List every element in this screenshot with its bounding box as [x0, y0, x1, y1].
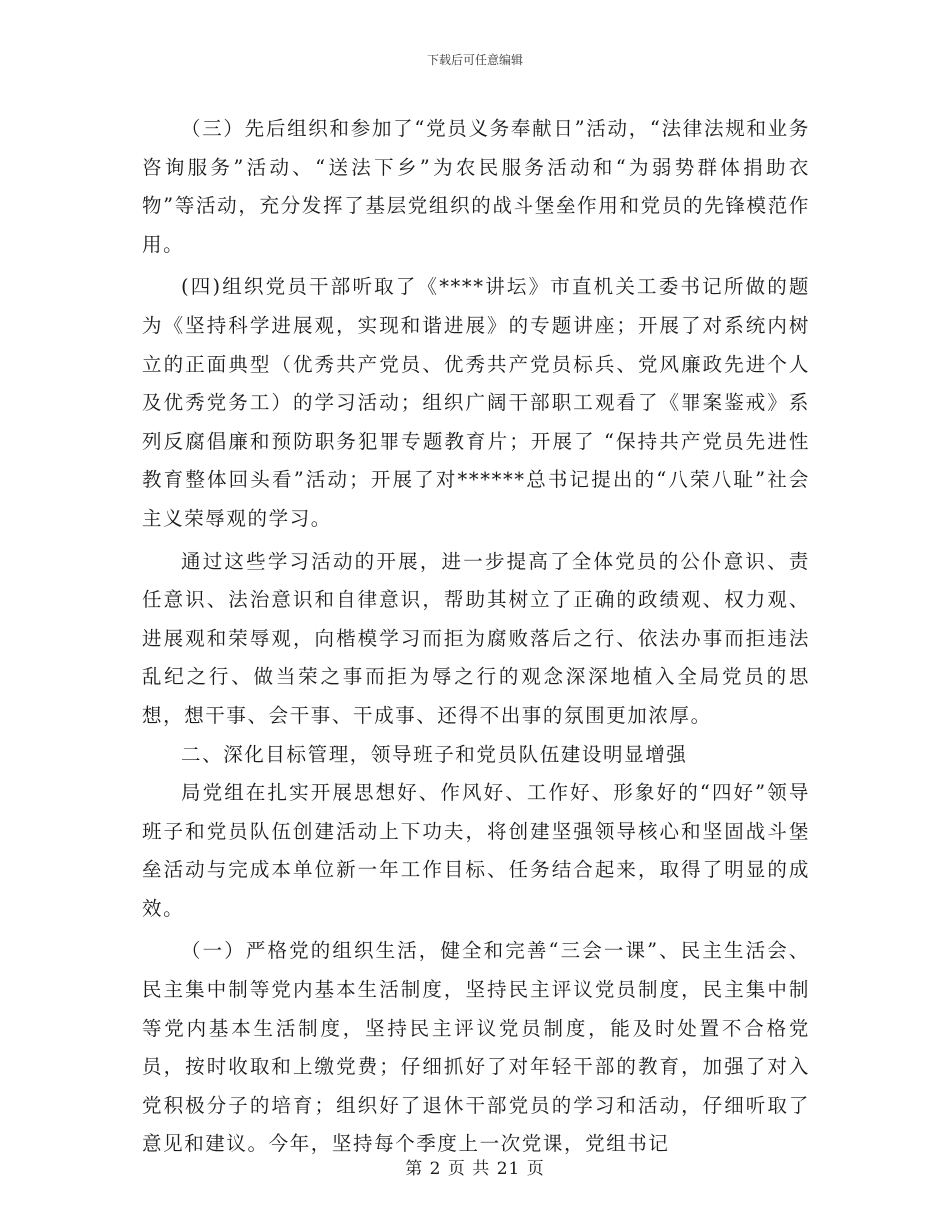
- section-heading-2: 二、深化目标管理，领导班子和党员队伍建设明显增强: [181, 742, 688, 766]
- paragraph-activities-3: （三）先后组织和参加了“党员义务奉献日”活动，“法律法规和业务咨询服务”活动、“送法下乡”为农民服务活动和“为弱势群体捐助衣物”等活动，充分发挥了基层党组织的战斗堡垒作用和党员的先锋模范作用。: [142, 117, 810, 256]
- page-number: 第 2 页 共 21 页: [405, 1159, 545, 1179]
- paragraph-activities-4: (四)组织党员干部听取了《****讲坛》市直机关工委书记所做的题为《坚持科学进展观，实现和谐进展》的专题讲座；开展了对系统内树立的正面典型（优秀共产党员、优秀共产党员标兵、党风廉政先进个人及优秀党务工）的学习活动；组织广阔干部职工观看了《罪案鉴戒》系列反腐倡廉和预防职务犯罪专题教育片；开展了 “保持共产党员先进性教育整体回头看”活动；开展了对******总书记提出的“八荣八耻”社会主义荣辱观的学习。: [142, 275, 810, 530]
- paragraph-learning-results: 通过这些学习活动的开展，进一步提高了全体党员的公仆意识、责任意识、法治意识和自律意识，帮助其树立了正确的政绩观、权力观、进展观和荣辱观，向楷模学习而拒为腐败落后之行、依法办事而拒违法乱纪之行、做当荣之事而拒为辱之行的观念深深地植入全局党员的思想，想干事、会干事、干成事、还得不出事的氛围更加浓厚。: [142, 549, 810, 727]
- document-body: [142, 110, 810, 1164]
- page-header: 下载后可任意编辑: [426, 53, 523, 67]
- paragraph-organization-life: （一）严格党的组织生活，健全和完善“三会一课”、民主生活会、民主集中制等党内基本生活制度，坚持民主评议党员制度，民主集中制等党内基本生活制度，坚持民主评议党员制度，能及时处置不合格党员，按时收取和上缴党费；仔细抓好了对年轻干部的教育，加强了对入党积极分子的培育；组织好了退休干部党员的学习和活动，仔细听取了意见和建议。今年，坚持每个季度上一次党课，党组书记: [142, 939, 810, 1156]
- paragraph-party-group: 局党组在扎实开展思想好、作风好、工作好、形象好的“四好”领导班子和党员队伍创建活动上下功夫，将创建坚强领导核心和坚固战斗堡垒活动与完成本单位新一年工作目标、任务结合起来，取得了明显的成效。: [142, 781, 810, 920]
